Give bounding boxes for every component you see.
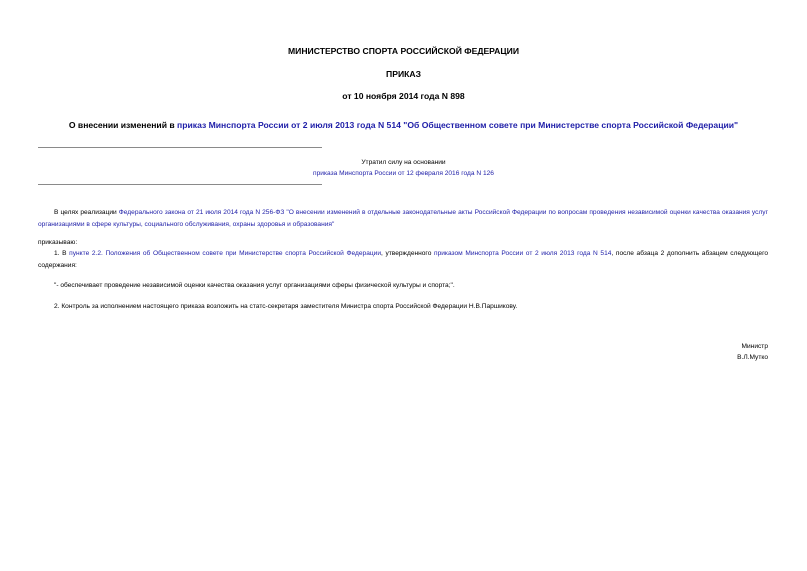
order-subject bbox=[20, 120, 787, 131]
divider-top bbox=[38, 147, 322, 148]
preamble-paragraph bbox=[38, 207, 768, 230]
item-2-paragraph: 2. Контроль за исполнением настоящего приказа возложить на статс-секретаря заместителя Министра спорта Российской Федерации Н.В.Паршикову. bbox=[54, 303, 518, 310]
ministry-name: МИНИСТЕРСТВО СПОРТА РОССИЙСКОЙ ФЕДЕРАЦИИ bbox=[287, 46, 519, 56]
divider-bottom bbox=[38, 184, 322, 185]
subject-prefix: О внесении изменений в bbox=[68, 120, 178, 130]
item-1-prefix: 1. В bbox=[54, 250, 70, 257]
item-1-quote: "- обеспечивает проведение независимой оценки качества оказания услуг организациями сферы физической культуры и спорта;". bbox=[54, 282, 455, 289]
order-514-link[interactable]: приказом Минспорта России от 2 июля 2013 года N 514 bbox=[434, 250, 612, 257]
preamble-prefix: В целях реализации bbox=[54, 209, 119, 216]
item-1-paragraph bbox=[38, 248, 768, 271]
order-date: от 10 ноября 2014 года N 898 bbox=[342, 91, 465, 101]
federal-law-link[interactable]: Федерального закона от 21 июля 2014 года N 256-ФЗ "О внесении изменений в отдельные законодательные акты Российской Федерации по вопросам проведения независимой оценки качества оказания услуг организациями в сфере культуры, социального обслуживания, охраны здоровья и образования" bbox=[38, 209, 768, 228]
status-link-line bbox=[0, 169, 807, 178]
item-1-suffix: , после абзаца 2 дополнить абзацем следующего содержания: bbox=[38, 250, 769, 269]
orders-word: приказываю: bbox=[38, 239, 78, 246]
repeal-order-link[interactable]: приказа Минспорта России от 12 февраля 2016 года N 126 bbox=[313, 170, 494, 177]
document-type: ПРИКАЗ bbox=[386, 69, 421, 79]
signatory-name: В.Л.Мутко bbox=[737, 354, 768, 361]
item-1-mid: , утвержденного bbox=[381, 250, 434, 257]
status-note: Утратил силу на основании bbox=[361, 159, 446, 166]
subject-link[interactable]: приказ Минспорта России от 2 июля 2013 года N 514 "Об Общественном совете при Министерстве спорта Российской Федерации" bbox=[177, 120, 739, 130]
signatory-title: Министр bbox=[741, 343, 768, 350]
regulation-clause-link[interactable]: пункте 2.2. Положения об Общественном совете при Министерстве спорта Российской Федерации bbox=[69, 250, 382, 257]
